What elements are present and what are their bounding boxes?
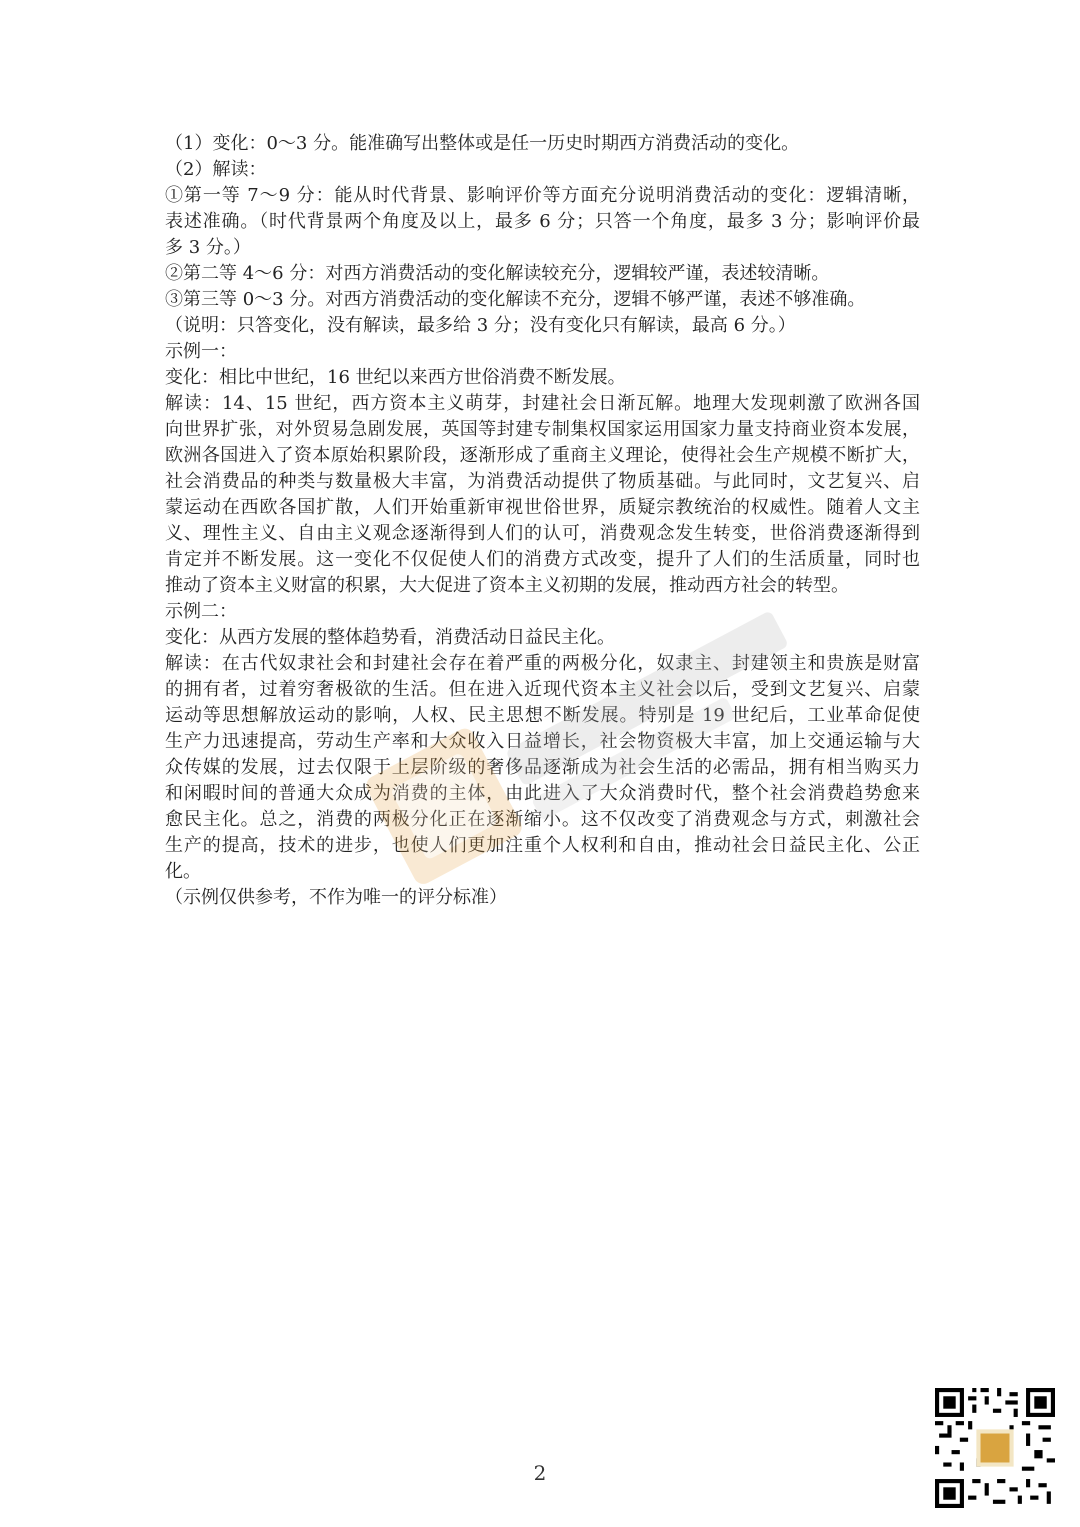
text-line: 表述准确。（时代背景两个角度及以上，最多 6 分；只答一个角度，最多 3 分；影响评价最 [165,211,920,232]
text-line: 解读：14、15 世纪，西方资本主义萌芽，封建社会日渐瓦解。地理大发现刺激了欧洲各国 [165,393,920,414]
text-line: 的拥有者，过着穷奢极欲的生活。但在进入近现代资本主义社会以后，受到文艺复兴、启蒙 [165,679,920,700]
text-line: 运动等思想解放运动的影响，人权、民主思想不断发展。特别是 19 世纪后，工业革命促使 [165,705,920,726]
text-line: ③第三等 0～3 分。对西方消费活动的变化解读不充分，逻辑不够严谨，表述不够准确。 [165,289,866,310]
text-line: 变化：从西方发展的整体趋势看，消费活动日益民主化。 [165,627,615,648]
answer-text-block [165,131,920,911]
text-line: （1）变化：0～3 分。能准确写出整体或是任一历史时期西方消费活动的变化。 [165,133,800,154]
text-line: ①第一等 7～9 分：能从时代背景、影响评价等方面充分说明消费活动的变化：逻辑清晰， [165,185,920,206]
text-line: （2）解读： [165,159,267,180]
text-line: 解读：在古代奴隶社会和封建社会存在着严重的两极分化，奴隶主、封建领主和贵族是财富 [165,653,920,674]
text-line: （说明：只答变化，没有解读，最多给 3 分；没有变化只有解读，最高 6 分。） [165,315,796,336]
text-line: 生产的提高，技术的进步，也使人们更加注重个人权利和自由，推动社会日益民主化、公正 [165,835,920,856]
text-line: 推动了资本主义财富的积累，大大促进了资本主义初期的发展，推动西方社会的转型。 [165,575,849,596]
text-line: 义、理性主义、自由主义观念逐渐得到人们的认可，消费观念发生转变，世俗消费逐渐得到 [165,523,920,544]
text-line: 化。 [165,861,201,882]
page-number: 2 [533,1461,547,1485]
text-line: 和闲暇时间的普通大众成为消费的主体，由此进入了大众消费时代，整个社会消费趋势愈来 [165,783,920,804]
text-line: 示例一： [165,341,237,362]
text-line: 愈民主化。总之，消费的两极分化正在逐渐缩小。这不仅改变了消费观念与方式，刺激社会 [165,809,920,830]
text-line: 多 3 分。） [165,237,251,258]
text-line: 肯定并不断发展。这一变化不仅促使人们的消费方式改变，提升了人们的生活质量，同时也 [165,549,920,570]
text-line: 蒙运动在西欧各国扩散，人们开始重新审视世俗世界，质疑宗教统治的权威性。随着人文主 [165,497,920,518]
text-line: ②第二等 4～6 分：对西方消费活动的变化解读较充分，逻辑较严谨，表述较清晰。 [165,263,830,284]
text-line: 社会消费品的种类与数量极大丰富，为消费活动提供了物质基础。与此同时，文艺复兴、启 [165,471,920,492]
text-line: 生产力迅速提高，劳动生产率和大众收入日益增长，社会物资极大丰富，加上交通运输与大 [165,731,920,752]
text-line: 变化：相比中世纪，16 世纪以来西方世俗消费不断发展。 [165,367,626,388]
text-line: 向世界扩张，对外贸易急剧发展，英国等封建专制集权国家运用国家力量支持商业资本发展， [165,419,920,440]
text-line: 示例二： [165,601,237,622]
text-line: 众传媒的发展，过去仅限于上层阶级的奢侈品逐渐成为社会生活的必需品，拥有相当购买力 [165,757,920,778]
text-line: （示例仅供参考，不作为唯一的评分标准） [165,887,507,908]
text-line: 欧洲各国进入了资本原始积累阶段，逐渐形成了重商主义理论，使得社会生产规模不断扩大， [165,445,920,466]
qr-code [935,1388,1055,1508]
